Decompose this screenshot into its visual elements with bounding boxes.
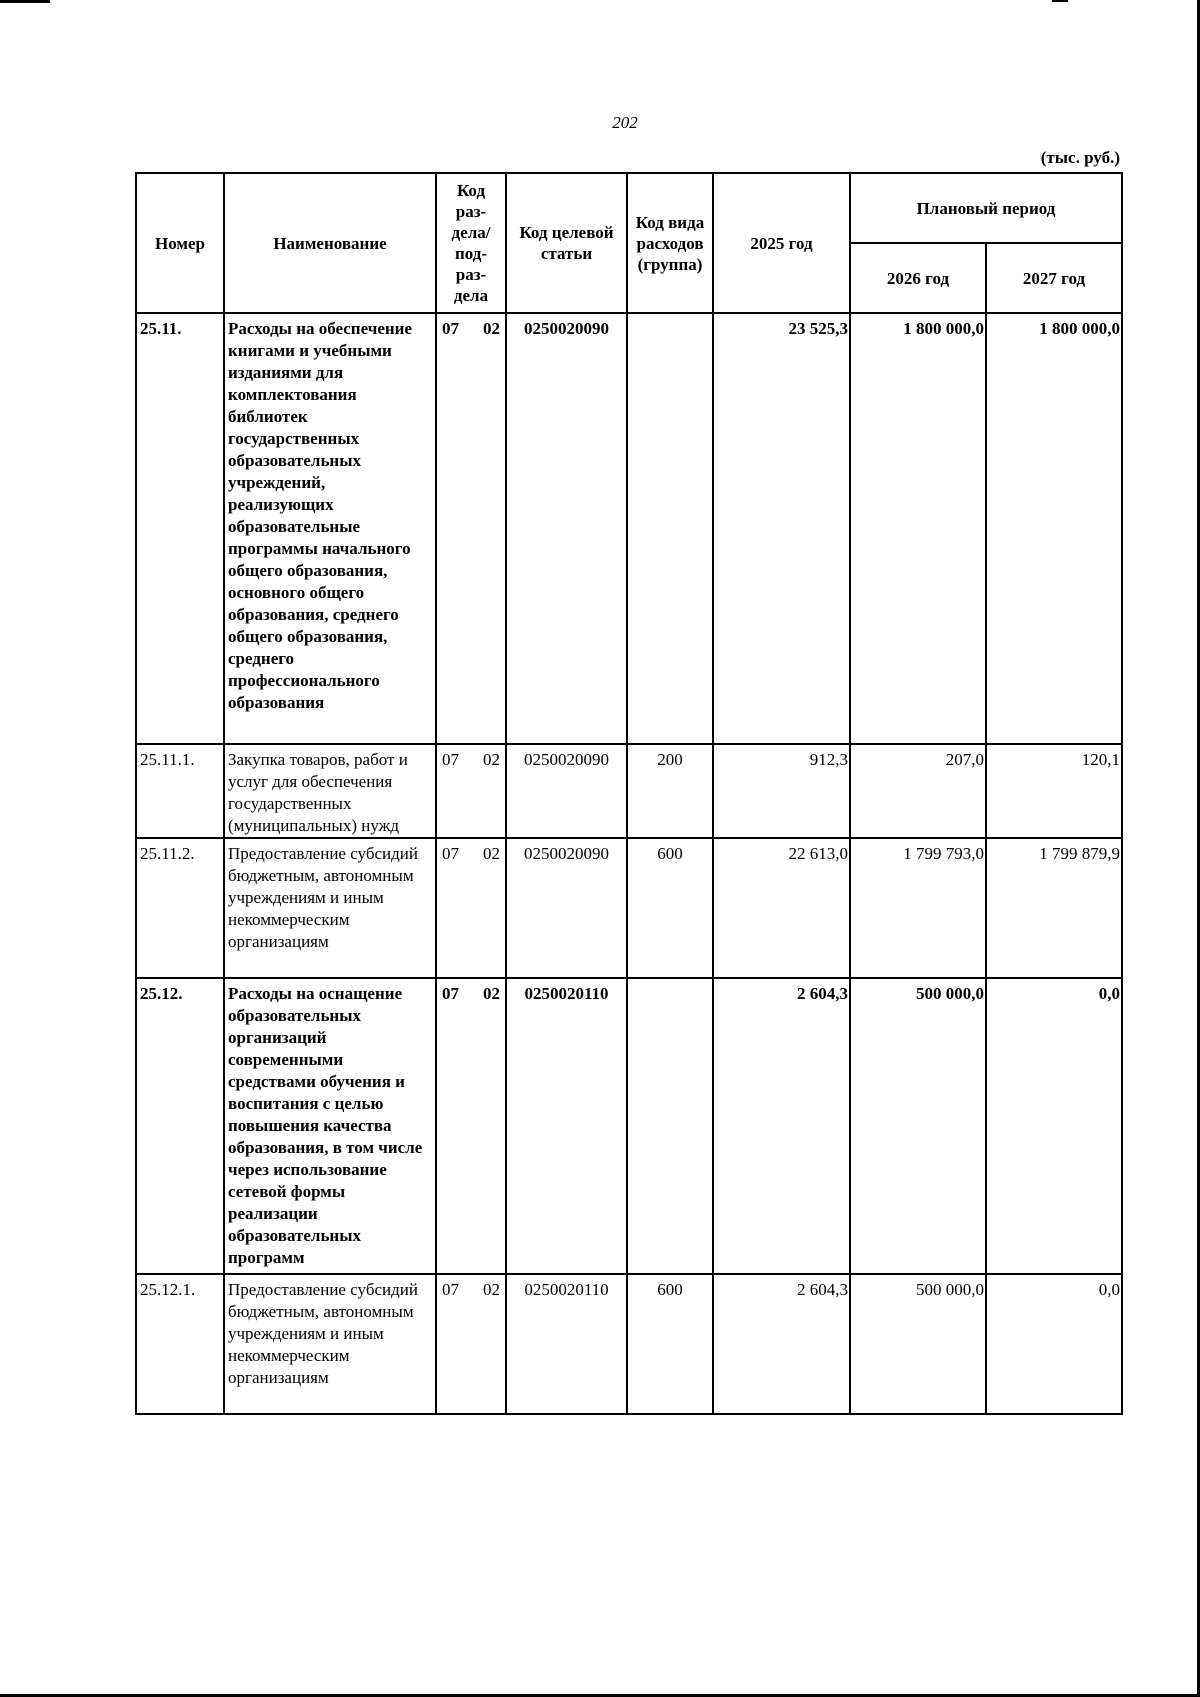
row-value-2026: 500 000,0 <box>850 978 986 1274</box>
header-year-2027: 2027 год <box>986 243 1122 313</box>
row-expense-type <box>627 313 713 744</box>
row-number: 25.11.2. <box>136 838 224 978</box>
table-row <box>136 744 1122 838</box>
row-value-2026: 1 800 000,0 <box>850 313 986 744</box>
row-name: Расходы на обеспечение книгами и учебными изданиями для комплектования библиотек государственных образовательных учреждений, реализующих образовательные программы начального общего образования, основного общего образования, среднего общего образования, среднего профессионального образования <box>224 313 436 744</box>
row-value-2025: 22 613,0 <box>713 838 850 978</box>
subsection-code: 02 <box>483 750 500 769</box>
row-expense-type: 200 <box>627 744 713 838</box>
row-target-code: 0250020090 <box>506 744 627 838</box>
table-row <box>136 838 1122 978</box>
row-value-2027: 120,1 <box>986 744 1122 838</box>
table-row <box>136 978 1122 1274</box>
row-section-code <box>436 313 506 744</box>
row-expense-type: 600 <box>627 838 713 978</box>
subsection-code: 02 <box>483 1280 500 1299</box>
section-code: 07 <box>442 984 459 1003</box>
row-value-2026: 1 799 793,0 <box>850 838 986 978</box>
row-section-code <box>436 1274 506 1414</box>
header-target: Код целевой статьи <box>506 173 627 313</box>
row-value-2025: 2 604,3 <box>713 978 850 1274</box>
row-section-code <box>436 978 506 1274</box>
row-name: Расходы на оснащение образовательных организаций современными средствами обучения и воспитания с целью повышения качества образования, в том числе через использование сетевой формы реализации образовательных программ <box>224 978 436 1274</box>
row-value-2026: 500 000,0 <box>850 1274 986 1414</box>
row-number: 25.11. <box>136 313 224 744</box>
row-number: 25.12.1. <box>136 1274 224 1414</box>
row-expense-type <box>627 978 713 1274</box>
table-row <box>136 313 1122 744</box>
row-value-2025: 2 604,3 <box>713 1274 850 1414</box>
row-target-code: 0250020090 <box>506 838 627 978</box>
row-target-code: 0250020110 <box>506 978 627 1274</box>
scan-edge-top-right <box>1052 0 1068 2</box>
unit-note: (тыс. руб.) <box>1040 148 1120 167</box>
row-value-2025: 23 525,3 <box>713 313 850 744</box>
row-name: Предоставление субсидий бюджетным, автономным учреждениям и иным некоммерческим организациям <box>224 838 436 978</box>
row-value-2027: 0,0 <box>986 978 1122 1274</box>
row-number: 25.11.1. <box>136 744 224 838</box>
header-name: Наименование <box>224 173 436 313</box>
row-section-code <box>436 838 506 978</box>
section-code: 07 <box>442 844 459 863</box>
row-value-2027: 1 799 879,9 <box>986 838 1122 978</box>
budget-table <box>135 172 1123 1415</box>
section-code: 07 <box>442 319 459 338</box>
row-value-2027: 1 800 000,0 <box>986 313 1122 744</box>
row-target-code: 0250020090 <box>506 313 627 744</box>
row-value-2026: 207,0 <box>850 744 986 838</box>
header-year-2026: 2026 год <box>850 243 986 313</box>
scan-edge-top-left <box>0 0 50 3</box>
row-name: Закупка товаров, работ и услуг для обеспечения государственных (муниципальных) нужд <box>224 744 436 838</box>
section-code: 07 <box>442 750 459 769</box>
row-section-code <box>436 744 506 838</box>
header-expense-type: Код вида расходов (группа) <box>627 173 713 313</box>
row-target-code: 0250020110 <box>506 1274 627 1414</box>
table-row <box>136 1274 1122 1414</box>
subsection-code: 02 <box>483 319 500 338</box>
row-name: Предоставление субсидий бюджетным, автономным учреждениям и иным некоммерческим организациям <box>224 1274 436 1414</box>
header-year-2025: 2025 год <box>713 173 850 313</box>
header-number: Номер <box>136 173 224 313</box>
section-code: 07 <box>442 1280 459 1299</box>
header-plan-period: Плановый период <box>850 173 1122 243</box>
header-section: Код раз-дела/ под-раз-дела <box>436 173 506 313</box>
row-expense-type: 600 <box>627 1274 713 1414</box>
row-value-2027: 0,0 <box>986 1274 1122 1414</box>
subsection-code: 02 <box>483 844 500 863</box>
row-number: 25.12. <box>136 978 224 1274</box>
row-value-2025: 912,3 <box>713 744 850 838</box>
page-number: 202 <box>612 113 638 132</box>
subsection-code: 02 <box>483 984 500 1003</box>
